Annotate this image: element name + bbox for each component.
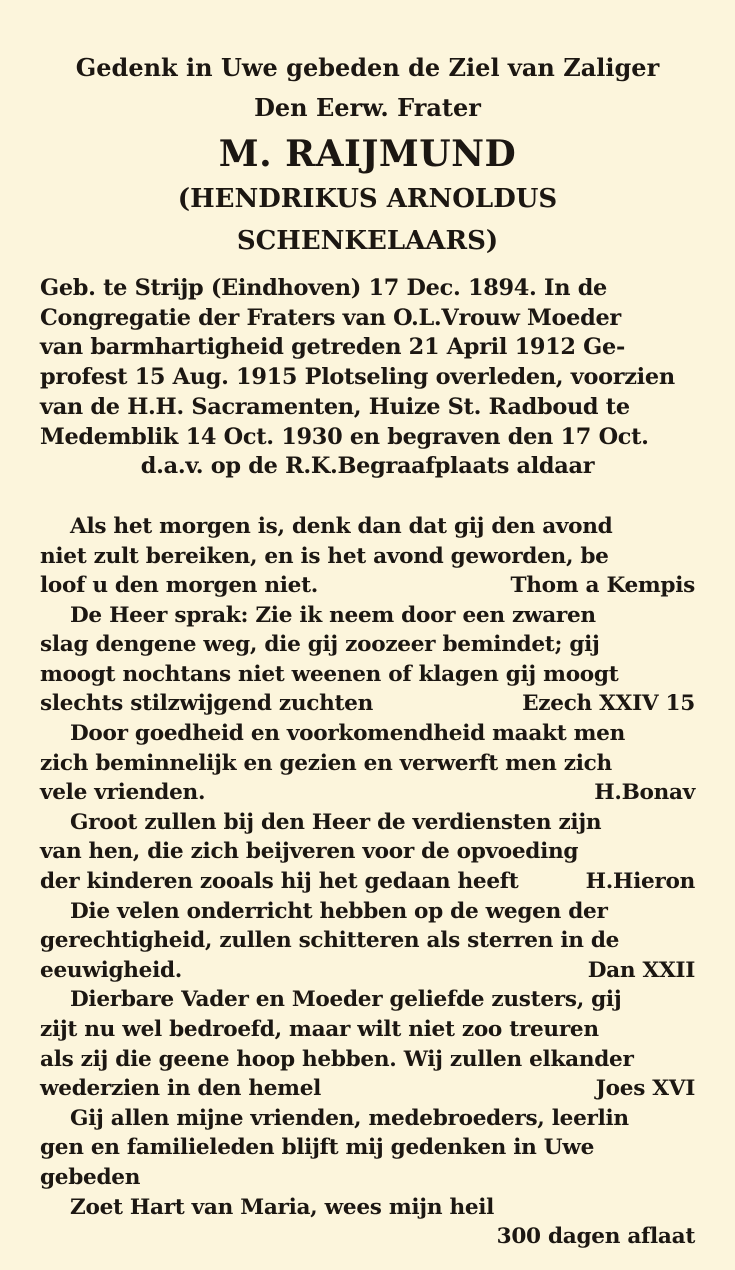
quote	[40, 719, 695, 808]
header-line-2: Den Eerw. Frater	[254, 93, 481, 122]
quote-line: slag dengene weg, die gij zoozeer bemindet; gij	[40, 632, 600, 658]
quote-source: Thom a Kempis	[510, 573, 695, 599]
bio-line: Geb. te Strijp (Eindhoven) 17 Dec. 1894. In de	[40, 275, 608, 301]
bio-line: Congregatie der Fraters van O.L.Vrouw Moeder	[40, 304, 621, 331]
bio-line: Medemblik 14 Oct. 1930 en begraven den 17 Oct.	[40, 423, 649, 450]
quote-line: De Heer sprak: Zie ik neem door een zwaren	[70, 602, 596, 628]
quote	[40, 808, 695, 897]
quote-line: wederzien in den hemel	[40, 1076, 322, 1102]
civil-name-1: (HENDRIKUS ARNOLDUS	[177, 184, 558, 214]
quote-line: Door goedheid en voorkomendheid maakt men	[70, 721, 625, 747]
civil-name-2: SCHENKELAARS)	[236, 226, 499, 256]
quote-line: zich beminnelijk en gezien en verwerft men zich	[40, 750, 612, 776]
quote-line: vele vrienden.	[40, 780, 206, 806]
quote-source: Dan XXII	[587, 957, 695, 983]
quote-line: gerechtigheid, zullen schitteren als sterren in de	[40, 928, 620, 954]
indulgence: 300 dagen aflaat	[496, 1224, 695, 1250]
bio-line: d.a.v. op de R.K.Begraafplaats aldaar	[140, 453, 595, 480]
quote-source: H.Hieron	[585, 869, 695, 895]
quote-line: als zij die geene hoop hebben. Wij zullen elkander	[40, 1046, 634, 1072]
quote	[40, 897, 695, 986]
quote-line: slechts stilzwijgend zuchten	[40, 691, 373, 717]
quote	[40, 512, 695, 601]
quotes	[40, 512, 695, 1252]
closing	[40, 1193, 695, 1252]
quote	[40, 1104, 695, 1193]
quote-line: Die velen onderricht hebben op de wegen der	[70, 898, 608, 924]
quote-line: van hen, die zich beijveren voor de opvoeding	[40, 839, 579, 865]
bio-line: van barmhartigheid getreden 21 April 1912 Ge-	[40, 334, 625, 361]
quote-source: H.Bonav	[594, 780, 695, 806]
header	[40, 52, 695, 260]
quote-line: der kinderen zooals hij het gedaan heeft	[40, 869, 519, 895]
quote-line: loof u den morgen niet.	[40, 573, 319, 599]
quote-line: gen en familieleden blijft mij gedenken in Uwe	[40, 1135, 595, 1161]
biography	[40, 274, 695, 482]
quote-line: Groot zullen bij den Heer de verdiensten zijn	[70, 809, 602, 835]
header-line-1: Gedenk in Uwe gebeden de Ziel van Zaliger	[75, 53, 660, 82]
bio-line: van de H.H. Sacramenten, Huize St. Radboud te	[40, 393, 630, 420]
quote	[40, 601, 695, 719]
quote-line: Dierbare Vader en Moeder geliefde zusters, gij	[70, 987, 622, 1013]
quote-line: moogt nochtans niet weenen of klagen gij moogt	[40, 661, 619, 687]
bio-line: profest 15 Aug. 1915 Plotseling overleden, voorzien	[40, 364, 675, 391]
quote-line: eeuwigheid.	[40, 957, 183, 983]
quote-line: zijt nu wel bedroefd, maar wilt niet zoo treuren	[40, 1017, 599, 1043]
closing-prayer: Zoet Hart van Maria, wees mijn heil	[70, 1194, 495, 1220]
quote	[40, 985, 695, 1103]
quote-source: Ezech XXIV 15	[522, 691, 695, 717]
quote-line: niet zult bereiken, en is het avond geworden, be	[40, 543, 609, 569]
deceased-name: M. RAIJMUND	[218, 133, 517, 175]
quote-line: gebeden	[40, 1164, 141, 1190]
quote-line: Gij allen mijne vrienden, medebroeders, leerlin	[70, 1105, 629, 1131]
quote-line: Als het morgen is, denk dan dat gij den avond	[70, 513, 613, 539]
quote-source: Joes XVI	[595, 1076, 695, 1102]
